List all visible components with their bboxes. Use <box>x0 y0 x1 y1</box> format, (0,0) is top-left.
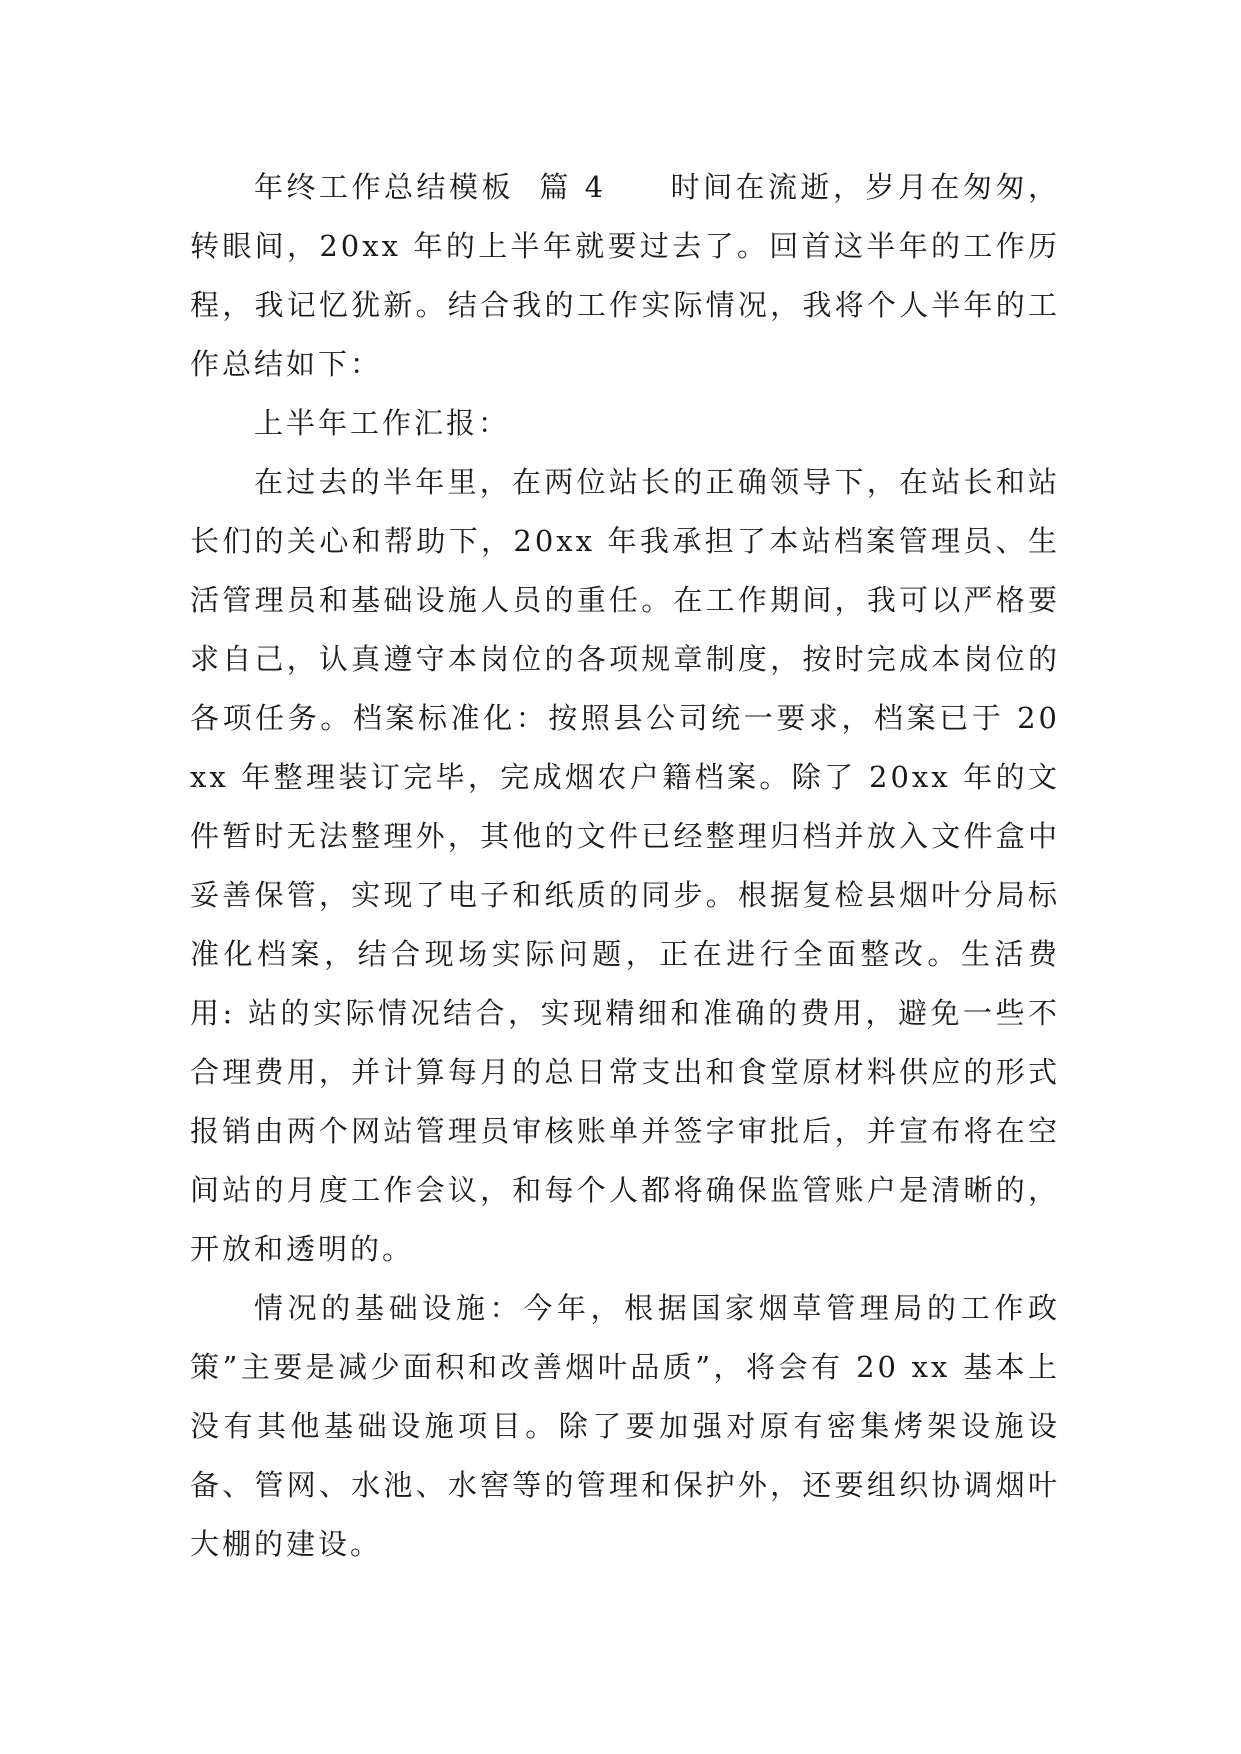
document-body <box>190 158 1060 1574</box>
intro-paragraph <box>190 158 1060 394</box>
section-heading: 上半年工作汇报： <box>254 406 511 440</box>
paragraph-infrastructure: 情况的基础设施：今年，根据国家烟草管理局的工作政策”主要是减少面积和改善烟叶品质”，将会有 20 xx 基本上没有其他基础设施项目。除了要加强对原有密集烤架设施设备、管网、水池、水窖等的管理和保护外，还要组织协调烟叶大棚的建设。 <box>190 1291 1060 1561</box>
section-label: 篇 4 <box>539 170 607 204</box>
paragraph-1-text: 时间在流逝，岁月在匆匆，转眼间，20xx 年的上半年就要过去了。回首这半年的工作历程，我记忆犹新。结合我的工作实际情况，我将个人半年的工作总结如下： <box>190 170 1061 381</box>
title-spacer <box>514 170 539 204</box>
paragraph-archives: 在过去的半年里，在两位站长的正确领导下，在站长和站长们的关心和帮助下，20xx 年我承担了本站档案管理员、生活管理员和基础设施人员的重任。在工作期间，我可以严格要求自己，认真遵守本岗位的各项规章制度，按时完成本岗位的各项任务。档案标准化：按照县公司统一要求，档案已于 20xx 年整理装订完毕，完成烟农户籍档案。除了 20xx 年的文件暂时无法整理外，其他的文件已经整理归档并放入文件盒中妥善保管，实现了电子和纸质的同步。根据复检县烟叶分局标准化档案，结合现场实际问题，正在进行全面整改。生活费用: 站的实际情况结合，实现精细和准确的费用，避免一些不合理费用，并计算每月的总日常支出和食堂原材料供应的形式报销由两个网站管理员审核账单并签字审批后，并宣布将在空间站的月度工作会议，和每个人都将确保监管账户是清晰的，开放和透明的。 <box>190 465 1060 1266</box>
document-title: 年终工作总结模板 <box>254 170 514 204</box>
